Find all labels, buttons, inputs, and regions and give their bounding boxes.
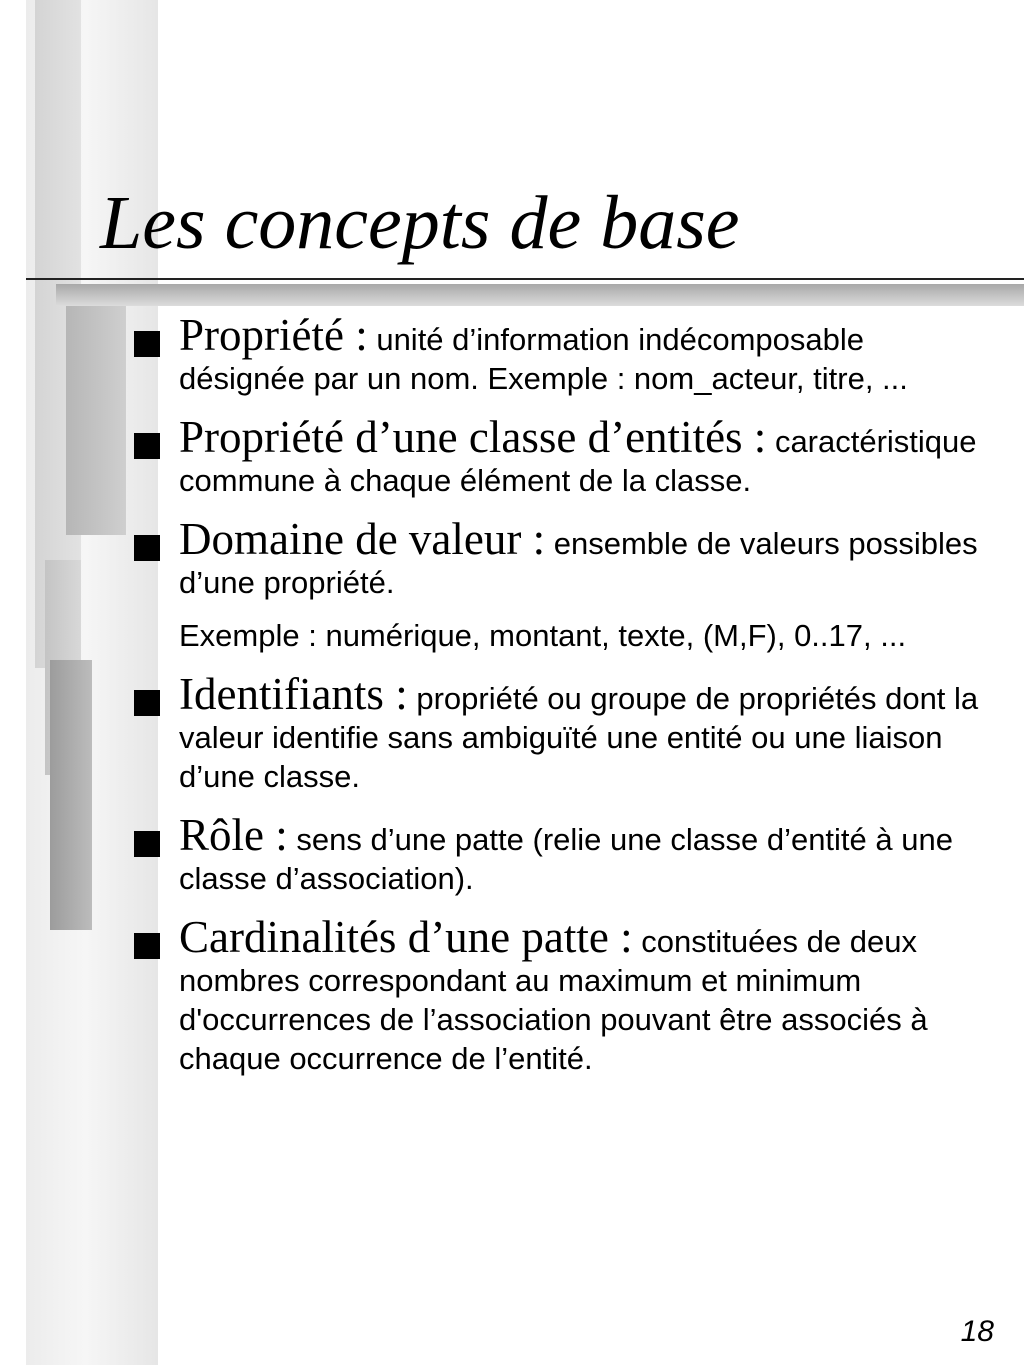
square-bullet-icon: [134, 933, 160, 959]
item-term: Identifiants :: [179, 669, 408, 719]
item-paragraph: [179, 310, 992, 398]
list-item: [132, 514, 992, 655]
decorative-bar: [50, 660, 92, 930]
list-item: [132, 912, 992, 1078]
title-divider-line: [26, 278, 1024, 280]
square-bullet-icon: [134, 331, 160, 357]
list-item: [132, 412, 992, 500]
list-item: [132, 810, 992, 898]
square-bullet-icon: [134, 535, 160, 561]
concept-list: [132, 310, 992, 1098]
square-bullet-icon: [134, 690, 160, 716]
title-divider-band: [56, 284, 1024, 306]
square-bullet-icon: [134, 831, 160, 857]
item-paragraph: [179, 514, 992, 602]
item-term: Cardinalités d’une patte :: [179, 912, 633, 962]
item-example: Exemple : numérique, montant, texte, (M,F), 0..17, ...: [179, 618, 907, 653]
item-paragraph: [179, 412, 992, 500]
slide-title: Les concepts de base: [100, 181, 740, 265]
list-item: [132, 669, 992, 796]
decorative-bar: [66, 300, 126, 535]
item-term: Propriété :: [179, 310, 368, 360]
square-bullet-icon: [134, 433, 160, 459]
item-text: caractéristique commune à chaque élément de la classe.: [179, 424, 977, 498]
item-text: ensemble de valeurs possibles d’une propriété.: [179, 526, 978, 600]
item-text: constituées de deux nombres correspondant au maximum et minimum d'occurrences de l’association pouvant être associés à chaque occurrence de l’entité.: [179, 924, 928, 1076]
item-term: Rôle :: [179, 810, 288, 860]
item-paragraph: [179, 669, 992, 796]
item-text: sens d’une patte (relie une classe d’entité à une classe d’association).: [179, 822, 953, 896]
item-term: Domaine de valeur :: [179, 514, 546, 564]
item-paragraph: [179, 810, 992, 898]
item-paragraph: [179, 912, 992, 1078]
list-item: [132, 310, 992, 398]
page-number: 18: [960, 1315, 994, 1348]
item-text: propriété ou groupe de propriétés dont la valeur identifie sans ambiguïté une entité ou une liaison d’une classe.: [179, 681, 979, 794]
item-text: unité d’information indécomposable désignée par un nom. Exemple : nom_acteur, titre, ...: [179, 322, 908, 396]
item-term: Propriété d’une classe d’entités :: [179, 412, 767, 462]
